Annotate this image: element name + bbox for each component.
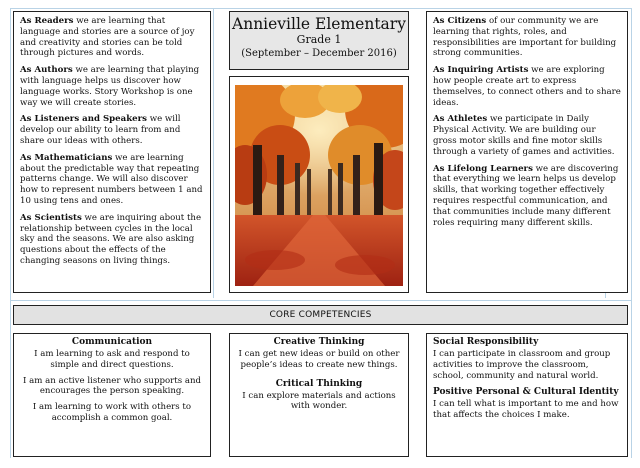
identity-text: I can tell what is important to me and how that affects the choices I make. [433,399,619,421]
athletes-paragraph: As Athletes we participate in Daily Physical Activity. We are building our gross motor skills and fine motor skills through a variety of games and activities. [433,114,615,157]
guide-line-lower [10,300,632,301]
artists-paragraph: As Inquiring Artists we are exploring how people create art to express themselves, to connect others and to share ideas. [433,65,621,108]
thinking-box [229,333,409,457]
learning-areas-left [13,11,211,293]
photo-frame [229,76,409,293]
autumn-path-photo [235,85,403,286]
readers-paragraph: As Readers we are learning that language and stories are a source of joy and creativity and stories can be told through pictures and words. [20,16,195,59]
mathematicians-paragraph: As Mathematicians we are learning about the predictable way that repeating patterns change. We will also discover how to represent numbers between 1 and 10 using tens and ones. [20,152,203,206]
school-name: Annieville Elementary [232,15,406,33]
term-dates: (September – December 2016) [241,48,397,59]
personal-social-box [426,333,628,457]
communication-box [13,333,211,457]
guide-line-mid-left [213,8,214,298]
core-competencies-header: CORE COMPETENCIES [13,305,628,325]
social-responsibility-heading: Social Responsibility [433,337,539,347]
guide-line-right [631,8,632,458]
communication-line: I am learning to ask and respond to simple and direct questions. [34,349,190,370]
critical-thinking-heading: Critical Thinking [275,378,363,389]
critical-thinking-text: I can explore materials and actions with wonder. [242,390,396,412]
creative-thinking-text: I can get new ideas or build on other people’s ideas to create new things. [238,349,400,370]
creative-thinking-heading: Creative Thinking [273,337,365,347]
guide-line-top [10,8,632,9]
social-responsibility-text: I can participate in classroom and group activities to improve the classroom, school, community and natural world. [433,349,611,381]
communication-heading: Communication [71,337,153,347]
lifelong-learners-paragraph: As Lifelong Learners we are discovering that everything we learn helps us develop skills, that working together effectively requires respectful communication, and that communities include many different roles requiring many different skills. [433,163,619,228]
communication-line: I am an active listener who supports and encourages the person speaking. [22,375,202,397]
authors-paragraph: As Authors we are learning that playing with language helps us discover how language works. Story Workshop is one way we will create stories. [20,65,200,108]
communication-line: I am learning to work with others to accomplish a common goal. [32,402,192,423]
learning-areas-right [426,11,628,293]
citizens-paragraph: As Citizens of our community we are learning that rights, roles, and responsibilities are important for building strong communities. [433,16,617,59]
guide-line-left [10,8,11,458]
title-block [229,11,409,70]
listeners-speakers-paragraph: As Listeners and Speakers we will develop our ability to learn from and share our ideas with others. [20,114,181,146]
identity-heading: Positive Personal & Cultural Identity [433,387,619,398]
grade-label: Grade 1 [296,33,342,46]
scientists-paragraph: As Scientists we are inquiring about the relationship between cycles in the local sky and the seasons. We are also asking questions about the effects of the changing seasons on living things. [20,212,202,266]
